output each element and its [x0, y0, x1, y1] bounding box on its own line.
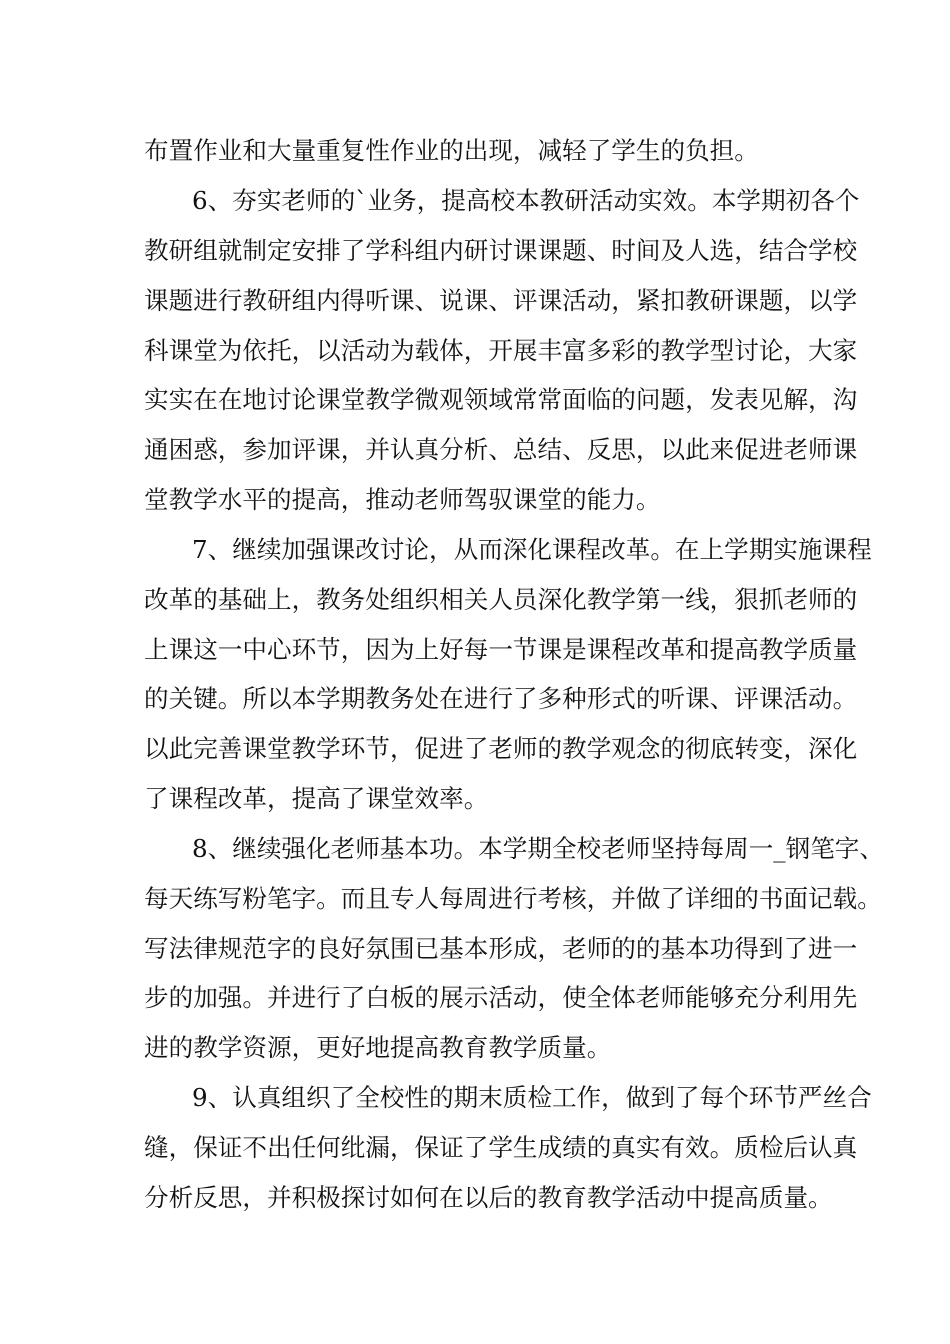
paragraph-6-line-5: 实实在在地讨论课堂教学微观领域常常面临的问题，发表见解，沟: [144, 385, 858, 414]
paragraph-7-line-2: 改革的基础上，教务处组织相关人员深化教学第一线，狠抓老师的: [144, 585, 858, 614]
paragraph-8-line-2: 每天练写粉笔字。而且专人每周进行考核，并做了详细的书面记载。: [144, 884, 882, 913]
paragraph-7-line-3: 上课这一中心环节，因为上好每一节课是课程改革和提高教学质量: [144, 635, 858, 664]
paragraph-8-line-1: 8、继续强化老师基本功。本学期全校老师坚持每周一_钢笔字、: [192, 834, 884, 863]
paragraph-9-line-2: 缝，保证不出任何纰漏，保证了学生成绩的真实有效。质检后认真: [144, 1133, 858, 1162]
text-line-1: 布置作业和大量重复性作业的出现，减轻了学生的负担。: [144, 136, 759, 165]
paragraph-8-line-4: 步的加强。并进行了白板的展示活动，使全体老师能够充分利用先: [144, 983, 858, 1012]
paragraph-7-line-5: 以此完善课堂教学环节，促进了老师的教学观念的彻底转变，深化: [144, 734, 858, 763]
paragraph-7-line-4: 的关键。所以本学期教务处在进行了多种形式的听课、评课活动。: [144, 684, 858, 713]
paragraph-8-line-3: 写法律规范字的良好氛围已基本形成，老师的的基本功得到了进一: [144, 934, 858, 963]
paragraph-6-line-2: 教研组就制定安排了学科组内研讨课课题、时间及人选，结合学校: [144, 236, 858, 265]
paragraph-9-line-3: 分析反思，并积极探讨如何在以后的教育教学活动中提高质量。: [144, 1183, 833, 1212]
paragraph-6-line-1: 6、夯实老师的`业务，提高校本教研活动实效。本学期初各个: [192, 186, 860, 215]
paragraph-7-line-1: 7、继续加强课改讨论，从而深化课程改革。在上学期实施课程: [192, 535, 872, 564]
paragraph-8-line-5: 进的教学资源，更好地提高教育教学质量。: [144, 1033, 612, 1062]
paragraph-9-line-1: 9、认真组织了全校性的期末质检工作，做到了每个环节严丝合: [192, 1083, 872, 1112]
paragraph-7-line-6: 了课程改革，提高了课堂效率。: [144, 784, 489, 813]
paragraph-6-line-3: 课题进行教研组内得听课、说课、评课活动，紧扣教研课题，以学: [144, 286, 858, 315]
paragraph-6-line-6: 通困惑，参加评课，并认真分析、总结、反思，以此来促进老师课: [144, 435, 858, 464]
paragraph-6-line-4: 科课堂为依托，以活动为载体，开展丰富多彩的教学型讨论，大家: [144, 336, 858, 365]
paragraph-6-line-7: 堂教学水平的提高，推动老师驾驭课堂的能力。: [144, 485, 661, 514]
